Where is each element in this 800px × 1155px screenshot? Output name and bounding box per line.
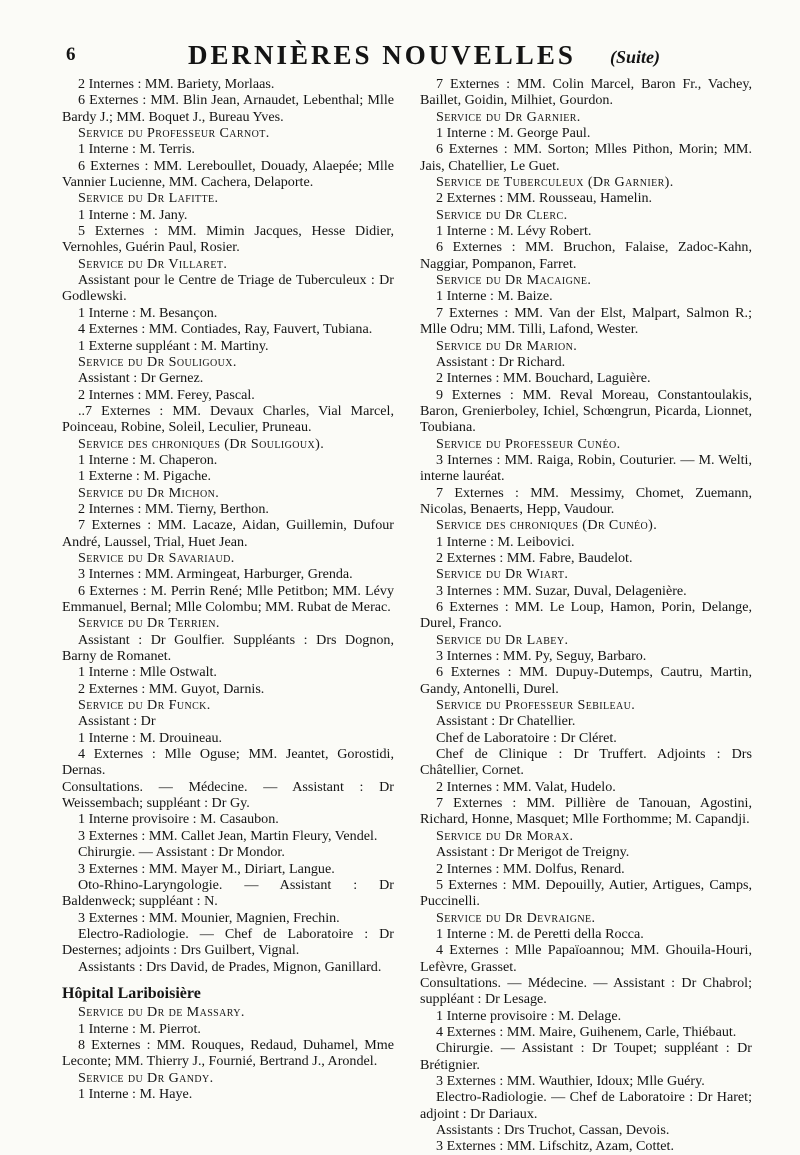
- entry-paragraph: 1 Interne : M. Jany.: [78, 206, 188, 223]
- entry-paragraph: 7 Externes : MM. Lacaze, Aidan, Guillemin, Dufour André, Laussel, Trial, Huet Jean.: [62, 517, 394, 550]
- entry-paragraph: 7 Externes : MM. Pillière de Tanouan, Agostini, Richard, Honne, Masquet; Mlle Forthomme; M. Capandji.: [420, 795, 752, 828]
- service-heading: Service du Dr Villaret.: [78, 255, 228, 272]
- entry-paragraph: Chirurgie. — Assistant : Dr Mondor.: [78, 844, 285, 861]
- entry-paragraph: Assistant : Dr Gernez.: [78, 370, 204, 387]
- service-heading: Service du Dr Clerc.: [436, 206, 568, 223]
- entry-paragraph: 9 Externes : MM. Reval Moreau, Constantoulakis, Baron, Grenierboley, Ichiel, Schœngrun, Picarda, Lionnet, Toubiana.: [420, 386, 752, 436]
- entry-paragraph: Assistants : Drs David, de Prades, Mignon, Ganillard.: [78, 958, 382, 975]
- entry-paragraph: 2 Internes : MM. Valat, Hudelo.: [436, 778, 616, 795]
- entry-paragraph: Chef de Clinique : Dr Truffert. Adjoints : Drs Châtellier, Cornet.: [420, 746, 752, 779]
- service-heading: Service des chroniques (Dr Cunéo).: [436, 517, 658, 534]
- entry-paragraph: 1 Interne : Mlle Ostwalt.: [78, 664, 217, 681]
- entry-paragraph: Assistant : Dr Chatellier.: [436, 713, 576, 730]
- entry-paragraph: 1 Interne : M. Chaperon.: [78, 451, 218, 468]
- entry-paragraph: 8 Externes : MM. Rouques, Redaud, Duhamel, Mme Leconte; MM. Thierry J., Fournié, Bertrand J., Arondel.: [62, 1036, 394, 1070]
- entry-paragraph: Assistant : Dr: [78, 713, 156, 730]
- service-heading: Service du Dr Lafitte.: [78, 190, 219, 207]
- entry-paragraph: ..7 Externes : MM. Devaux Charles, Vial Marcel, Poinceau, Robine, Soleil, Leculier, Pruneau.: [62, 402, 394, 436]
- running-title-suite: (Suite): [610, 47, 661, 67]
- service-heading: Service du Professeur Carnot.: [78, 125, 270, 142]
- running-title: DERNIÈRES NOUVELLES: [188, 40, 576, 70]
- entry-paragraph: Chirurgie. — Assistant : Dr Toupet; suppléant : Dr Brétignier.: [420, 1040, 752, 1073]
- service-heading: Service du Dr Macaigne.: [436, 272, 592, 289]
- entry-paragraph: 4 Externes : Mlle Papaïoannou; MM. Ghouila-Houri, Lefèvre, Grasset.: [420, 942, 752, 975]
- entry-paragraph: 6 Externes : MM. Lereboullet, Douady, Alaepée; Mlle Vannier Lucienne, MM. Cachera, Delaporte.: [62, 157, 394, 191]
- entry-paragraph: 1 Interne : M. Lévy Robert.: [436, 223, 592, 240]
- entry-paragraph: 6 Externes : MM. Blin Jean, Arnaudet, Lebenthal; Mlle Bardy J.; MM. Boquet J., Bureau Yves.: [62, 92, 394, 125]
- left-column: [62, 76, 394, 1102]
- entry-paragraph: 1 Interne provisoire : M. Delage.: [436, 1007, 622, 1024]
- service-heading: Service du Dr Souligoux.: [78, 353, 237, 370]
- service-heading: Service du Dr Funck.: [78, 697, 211, 714]
- service-heading: Service du Dr Morax.: [436, 827, 574, 844]
- consultations-paragraph: Consultations. — Médecine. — Assistant : Dr Chabrol; suppléant : Dr Lesage.: [420, 974, 752, 1008]
- entry-paragraph: 5 Externes : MM. Depouilly, Autier, Artigues, Camps, Puccinelli.: [420, 876, 752, 910]
- entry-paragraph: 3 Externes : MM. Wauthier, Idoux; Mlle Guéry.: [436, 1072, 705, 1089]
- entry-paragraph: 3 Externes : MM. Lifschitz, Azam, Cottet.: [436, 1138, 674, 1155]
- entry-paragraph: 2 Internes : MM. Ferey, Pascal.: [78, 386, 255, 403]
- entry-paragraph: 3 Internes : MM. Suzar, Duval, Delagenière.: [436, 582, 687, 599]
- service-heading: Service du Professeur Sebileau.: [436, 697, 636, 714]
- entry-paragraph: Assistant pour le Centre de Triage de Tuberculeux : Dr Godlewski.: [62, 272, 394, 305]
- entry-paragraph: 2 Internes : MM. Dolfus, Renard.: [436, 860, 625, 877]
- service-heading: Service de Tuberculeux (Dr Garnier).: [436, 174, 674, 191]
- entry-paragraph: Electro-Radiologie. — Chef de Laboratoire : Dr Desternes; adjoints : Drs Guilbert, Vignal.: [62, 925, 394, 959]
- entry-paragraph: 1 Interne : M. Baize.: [436, 288, 553, 305]
- service-heading: Service du Dr Michon.: [78, 484, 220, 501]
- entry-paragraph: 1 Externe : M. Pigache.: [78, 468, 212, 485]
- entry-paragraph: 3 Internes : MM. Armingeat, Harburger, Grenda.: [78, 566, 353, 583]
- service-heading: Service du Dr Labey.: [436, 631, 569, 648]
- entry-paragraph: 4 Externes : MM. Maire, Guihenem, Carle, Thiébaut.: [436, 1023, 737, 1040]
- entry-paragraph: Chef de Laboratoire : Dr Cléret.: [436, 729, 617, 746]
- entry-paragraph: Assistant : Dr Merigot de Treigny.: [436, 844, 630, 861]
- service-heading: Service du Professeur Cunéo.: [436, 435, 621, 452]
- entry-paragraph: 7 Externes : MM. Messimy, Chomet, Zuemann, Nicolas, Benaerts, Hepp, Vaudour.: [420, 484, 752, 517]
- page-number: 6: [66, 44, 76, 65]
- entry-paragraph: 7 Externes : MM. Colin Marcel, Baron Fr., Vachey, Baillet, Goidin, Milhiet, Gourdon.: [420, 76, 752, 109]
- service-heading: Service du Dr Gandy.: [78, 1069, 214, 1086]
- entry-paragraph: 2 Internes : MM. Bariety, Morlaas.: [78, 76, 275, 92]
- entry-paragraph: 1 Interne provisoire : M. Casaubon.: [78, 811, 279, 828]
- entry-paragraph: 2 Internes : MM. Tierny, Berthon.: [78, 500, 269, 517]
- entry-paragraph: 2 Externes : MM. Fabre, Baudelot.: [436, 549, 633, 566]
- entry-paragraph: 6 Externes : MM. Le Loup, Hamon, Porin, Delange, Durel, Franco.: [420, 599, 752, 632]
- service-heading: Service du Dr Devraigne.: [436, 909, 596, 926]
- entry-paragraph: 1 Interne : M. Terris.: [78, 141, 195, 158]
- entry-paragraph: 2 Externes : MM. Rousseau, Hamelin.: [436, 190, 653, 207]
- entry-paragraph: 6 Externes : MM. Bruchon, Falaise, Zadoc-Kahn, Naggiar, Pompanon, Farret.: [420, 239, 752, 272]
- entry-paragraph: 3 Externes : MM. Mounier, Magnien, Frechin.: [78, 909, 340, 926]
- entry-paragraph: 1 Interne : M. Haye.: [78, 1085, 193, 1102]
- entry-paragraph: 2 Internes : MM. Bouchard, Laguière.: [436, 370, 651, 387]
- entry-paragraph: 3 Internes : MM. Py, Seguy, Barbaro.: [436, 648, 647, 665]
- service-heading: Service des chroniques (Dr Souligoux).: [78, 435, 325, 452]
- entry-paragraph: 6 Externes : MM. Dupuy-Dutemps, Cautru, Martin, Gandy, Antonelli, Durel.: [420, 664, 752, 697]
- entry-paragraph: Assistant : Dr Goulfier. Suppléants : Drs Dognon, Barny de Romanet.: [62, 631, 394, 665]
- consultations-paragraph: Consultations. — Médecine. — Assistant : Dr Weissembach; suppléant : Dr Gy.: [62, 778, 394, 812]
- right-column: [420, 76, 752, 1155]
- entry-paragraph: 5 Externes : MM. Mimin Jacques, Hesse Didier, Vernohles, Guérin Paul, Rosier.: [62, 223, 394, 256]
- service-heading: Service du Dr Savariaud.: [78, 549, 235, 566]
- entry-paragraph: 1 Interne : M. Drouineau.: [78, 729, 223, 746]
- entry-paragraph: 1 Interne : M. Besançon.: [78, 304, 218, 321]
- entry-paragraph: 3 Externes : MM. Mayer M., Diriart, Langue.: [78, 860, 335, 877]
- entry-paragraph: Electro-Radiologie. — Chef de Laboratoire : Dr Haret; adjoint : Dr Dariaux.: [420, 1089, 752, 1122]
- entry-paragraph: 4 Externes : MM. Contiades, Ray, Fauvert, Tubiana.: [78, 321, 373, 338]
- entry-paragraph: 3 Internes : MM. Raiga, Robin, Couturier. — M. Welti, interne lauréat.: [420, 451, 752, 485]
- service-heading: Service du Dr Marion.: [436, 337, 578, 354]
- entry-paragraph: 6 Externes : M. Perrin René; Mlle Petitbon; MM. Lévy Emmanuel, Bernal; Mlle Colombu; MM. Rubat de Merac.: [62, 582, 394, 615]
- entry-paragraph: 2 Externes : MM. Guyot, Darnis.: [78, 680, 265, 697]
- service-heading: Service du Dr Terrien.: [78, 615, 220, 632]
- hospital-heading: Hôpital Lariboisière: [62, 984, 201, 1002]
- entry-paragraph: 1 Interne : M. Leibovici.: [436, 533, 575, 550]
- service-heading: Service du Dr de Massary.: [78, 1004, 245, 1021]
- entry-paragraph: 1 Interne : M. George Paul.: [436, 125, 591, 142]
- entry-paragraph: 1 Interne : M. de Peretti della Rocca.: [436, 925, 644, 942]
- entry-paragraph: 3 Externes : MM. Callet Jean, Martin Fleury, Vendel.: [78, 827, 378, 844]
- entry-paragraph: 4 Externes : Mlle Oguse; MM. Jeantet, Gorostidi, Dernas.: [62, 746, 394, 779]
- entry-paragraph: Assistant : Dr Richard.: [436, 353, 566, 370]
- service-heading: Service du Dr Garnier.: [436, 108, 581, 125]
- entry-paragraph: 1 Interne : M. Pierrot.: [78, 1020, 201, 1037]
- entry-paragraph: Assistants : Drs Truchot, Cassan, Devois.: [436, 1122, 670, 1138]
- entry-paragraph: 6 Externes : MM. Sorton; Mlles Pithon, Morin; MM. Jais, Chatellier, Le Guet.: [420, 141, 752, 174]
- entry-paragraph: 7 Externes : MM. Van der Elst, Malpart, Salmon R.; Mlle Odru; MM. Tilli, Lafond, Wester.: [420, 304, 752, 338]
- page-header: [62, 40, 752, 72]
- entry-paragraph: Oto-Rhino-Laryngologie. — Assistant : Dr Baldenweck; suppléant : N.: [62, 876, 394, 910]
- service-heading: Service du Dr Wiart.: [436, 566, 569, 583]
- entry-paragraph: 1 Externe suppléant : M. Martiny.: [78, 337, 269, 354]
